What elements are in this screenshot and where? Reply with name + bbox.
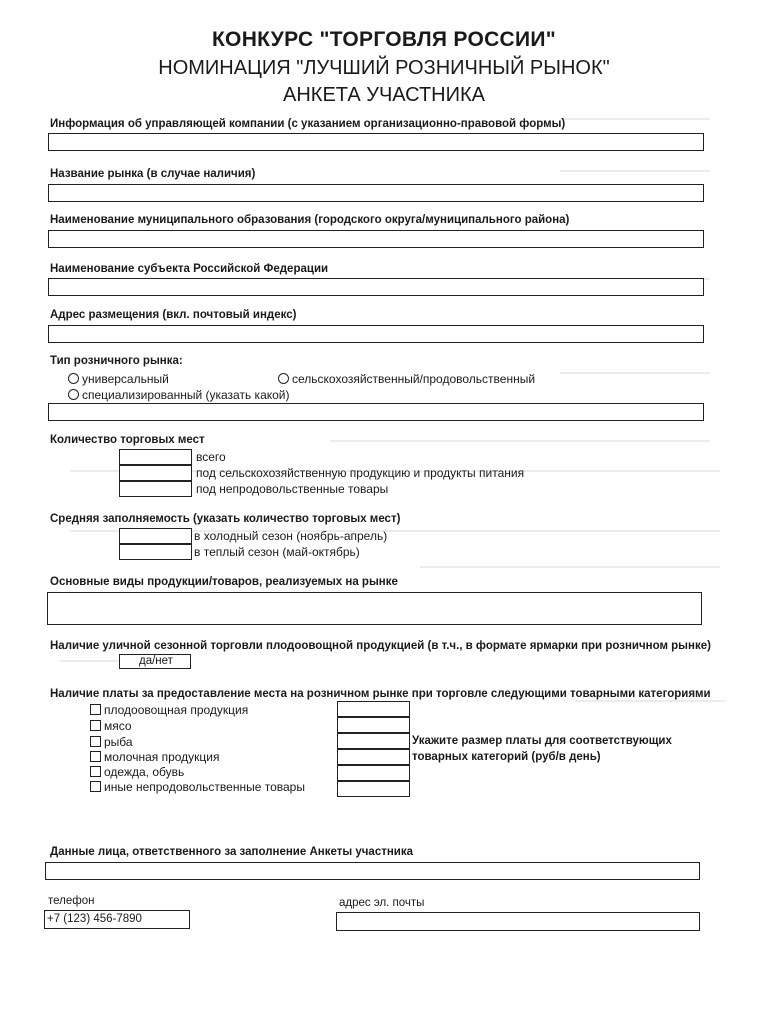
fee-category-clothing[interactable] [90,765,184,779]
category-label: мясо [104,719,132,733]
show-through-mark [560,372,710,374]
category-label: молочная продукция [104,750,220,764]
occupancy-cold-input[interactable] [119,528,192,544]
street-trade-answer: да/нет [139,655,173,667]
show-through-mark [560,118,710,120]
market-type-option-universal[interactable] [68,372,169,386]
trade-places-food-label: под сельскохозяйственную продукцию и продукты питания [196,466,525,480]
trade-places-label: Количество торговых мест [50,434,205,446]
fee-category-fruit-veg[interactable] [90,703,248,717]
form-title: КОНКУРС "ТОРГОВЛЯ РОССИИ" [211,28,557,51]
show-through-mark [420,566,720,568]
fee-category-dairy[interactable] [90,750,220,764]
checkbox-icon[interactable] [90,781,101,792]
municipality-input[interactable] [48,230,704,248]
option-label: сельскохозяйственный/продовольственный [292,372,536,386]
contact-person-input[interactable] [45,862,700,880]
fee-category-fish[interactable] [90,735,133,749]
email-label: адрес эл. почты [339,897,425,909]
market-type-option-agricultural[interactable] [278,372,535,386]
radio-icon[interactable] [68,389,79,400]
occupancy-cold-label: в холодный сезон (ноябрь-апрель) [194,529,388,543]
radio-icon[interactable] [68,373,79,384]
fee-category-meat[interactable] [90,719,132,733]
category-label: одежда, обувь [104,765,185,779]
street-trade-input[interactable] [119,654,191,669]
occupancy-warm-input[interactable] [119,544,192,560]
fee-note-line: Укажите размер платы для соответствующих [412,735,672,747]
region-input[interactable] [48,278,704,296]
contact-person-label: Данные лица, ответственного за заполнение Анкеты участника [50,846,414,858]
trade-places-food-input[interactable] [119,465,192,481]
address-input[interactable] [48,325,704,343]
management-company-input[interactable] [48,133,704,151]
fee-amount-meat-input[interactable] [337,717,410,733]
products-label: Основные виды продукции/товаров, реализуемых на рынке [50,576,398,588]
checkbox-icon[interactable] [90,751,101,762]
fee-note-line: товарных категорий (руб/в день) [412,751,601,763]
checkbox-icon[interactable] [90,720,101,731]
nomination-title: НОМИНАЦИЯ "ЛУЧШИЙ РОЗНИЧНЫЙ РЫНОК" [158,57,610,79]
phone-value: +7 (123) 456-7890 [47,913,142,925]
checkbox-icon[interactable] [90,766,101,777]
market-name-label: Название рынка (в случае наличия) [50,168,256,180]
occupancy-label: Средняя заполняемость (указать количество торговых мест) [50,513,401,525]
fee-amount-fish-input[interactable] [337,733,410,749]
trade-places-total-input[interactable] [119,449,192,465]
address-label: Адрес размещения (вкл. почтовый индекс) [50,309,297,321]
phone-input[interactable] [44,910,190,929]
phone-label: телефон [48,895,95,907]
option-label: универсальный [82,372,169,386]
region-label: Наименование субъекта Российской Федерации [50,263,329,275]
category-label: иные непродовольственные товары [104,780,305,794]
products-input[interactable] [47,592,702,625]
specialized-type-input[interactable] [48,403,704,421]
category-label: рыба [104,735,133,749]
market-type-label: Тип розничного рынка: [50,355,183,367]
trade-places-nonfood-input[interactable] [119,481,192,497]
checkbox-icon[interactable] [90,704,101,715]
show-through-mark [560,170,710,172]
street-trade-label: Наличие уличной сезонной торговли плодоовощной продукцией (в т.ч., в формате ярмарки при розничном рынке) [50,640,711,652]
fees-label: Наличие платы за предоставление места на розничном рынке при торговле следующими товарными категориями [50,688,711,700]
checkbox-icon[interactable] [90,736,101,747]
email-input[interactable] [336,912,700,931]
fee-category-other[interactable] [90,780,305,794]
occupancy-warm-label: в теплый сезон (май-октябрь) [194,545,360,559]
fee-amount-fruit-veg-input[interactable] [337,701,410,717]
management-company-label: Информация об управляющей компании (с указанием организационно-правовой формы) [50,118,566,130]
show-through-mark [330,440,710,442]
category-label: плодоовощная продукция [104,703,249,717]
trade-places-nonfood-label: под непродовольственные товары [196,482,389,496]
fee-amount-other-input[interactable] [337,781,410,797]
show-through-mark [575,700,725,702]
radio-icon[interactable] [278,373,289,384]
fee-note [412,733,672,765]
market-name-input[interactable] [48,184,704,202]
fee-amount-dairy-input[interactable] [337,749,410,765]
form-name: АНКЕТА УЧАСТНИКА [283,84,485,106]
municipality-label: Наименование муниципального образования (городского округа/муниципального района) [50,214,570,226]
market-type-option-specialized[interactable] [68,388,290,402]
option-label: специализированный (указать какой) [82,388,290,402]
trade-places-total-label: всего [196,450,226,464]
fee-amount-clothing-input[interactable] [337,765,410,781]
